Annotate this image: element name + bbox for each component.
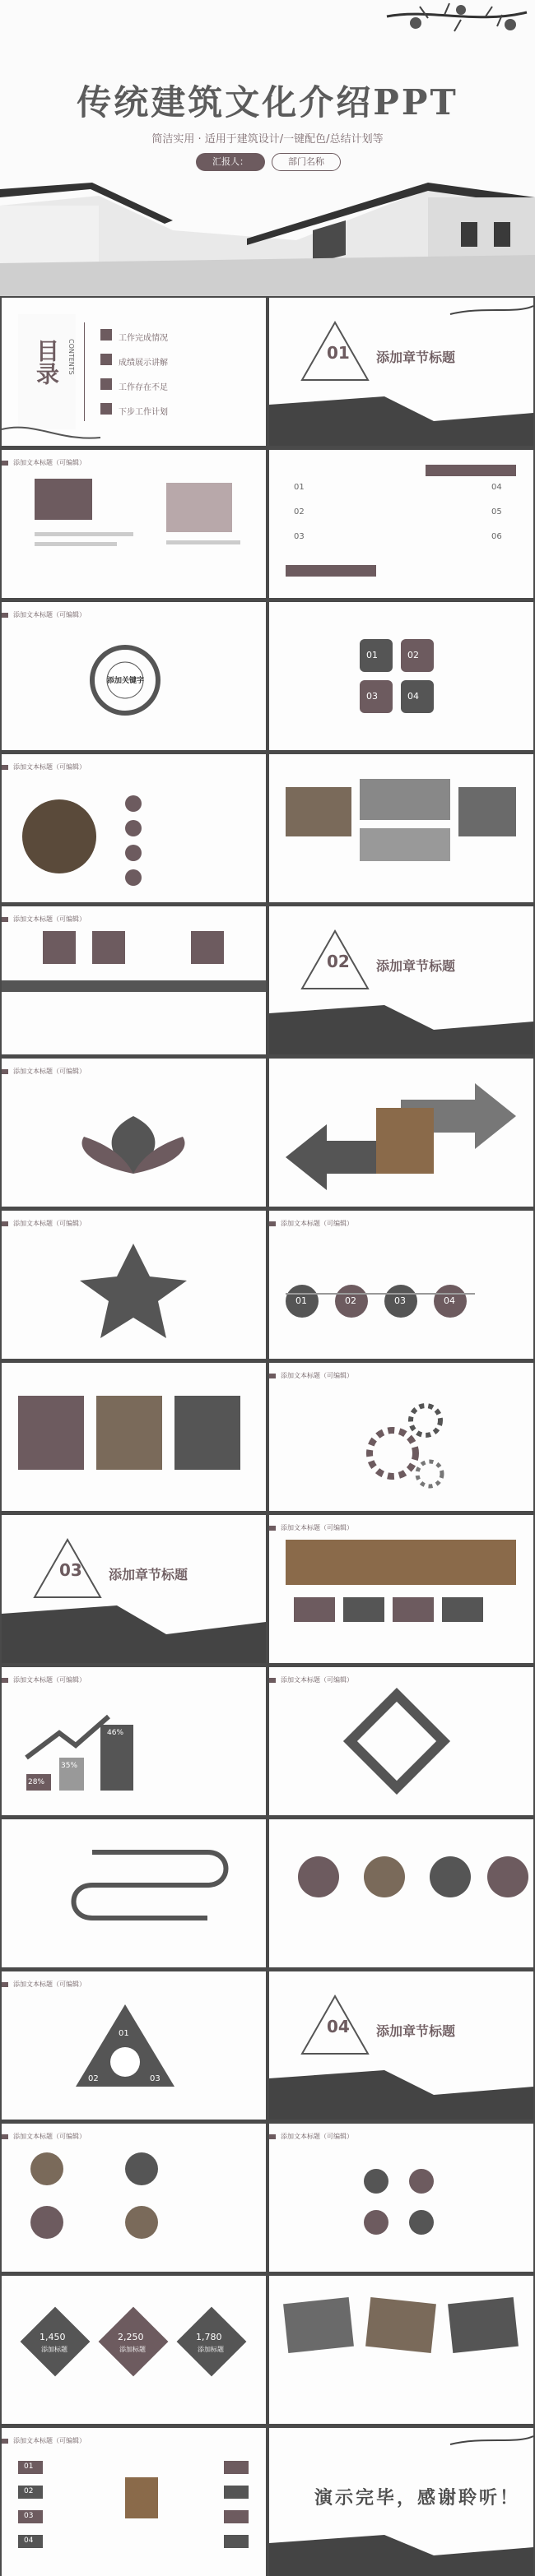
slide-23[interactable] [2,2276,266,2424]
slide-17-art [269,1667,533,1815]
number-04: 04 [491,483,502,492]
chapter-2-number: 02 [327,952,350,971]
toc-item-2[interactable]: 成绩展示讲解 [119,359,168,368]
slide-header: 添加文本标题（可编辑） [13,763,86,771]
slide-5-art [269,602,533,750]
presentation-title: 传统建筑文化介绍PPT [77,82,458,123]
slide-11-art [2,1211,266,1359]
slide-7[interactable] [269,754,533,902]
presenter-button[interactable]: 汇报人： [196,153,265,171]
slide-chapter-3[interactable] [2,1515,266,1663]
slide-9-art [2,1059,266,1207]
stat-3: 1,780 [196,2332,222,2342]
number-01: 01 [294,483,305,492]
circle-01: 01 [295,1295,307,1306]
slide-header: 添加文本标题（可编辑） [13,1676,86,1684]
circle-04: 04 [444,1295,455,1306]
box-03: 03 [366,691,378,702]
stat-1-label: 添加标题 [41,2346,67,2353]
box-02: 02 [407,650,419,660]
toc-heading-en: CONTENTS [67,339,75,375]
slide-19-art [269,1819,533,1967]
row-03: 03 [24,2512,34,2520]
chapter-3-number: 03 [59,1560,82,1580]
slide-24[interactable] [269,2276,533,2424]
slide-header: 添加文本标题（可编辑） [281,1220,353,1227]
circle-03: 03 [394,1295,406,1306]
slide-header: 添加文本标题（可编辑） [13,459,86,466]
slide-21-art [2,2124,266,2272]
chapter-2-title: 添加章节标题 [376,958,456,974]
row-02: 02 [24,2487,34,2495]
slide-18-art [2,1819,266,1967]
slide-2-art [2,450,266,598]
tri-02: 02 [88,2074,99,2083]
slide-3-art [269,450,533,598]
slide-chapter-4[interactable] [269,1971,533,2120]
slide-14[interactable] [269,1363,533,1511]
slide-24-art [269,2276,533,2424]
slide-19[interactable] [269,1819,533,1967]
slide-14-art [269,1363,533,1511]
number-03: 03 [294,532,305,541]
number-02: 02 [294,507,305,517]
chapter-3-art [2,1515,266,1663]
slide-20-art [2,1971,266,2120]
slide-header: 添加文本标题（可编辑） [13,2437,86,2444]
stat-2: 2,250 [118,2332,144,2342]
chapter-4-title: 添加章节标题 [376,2023,456,2039]
department-button[interactable]: 部门名称 [272,153,341,171]
center-keyword: 添加关键字 [107,677,145,685]
row-01: 01 [24,2462,34,2471]
slide-20[interactable] [2,1971,266,2120]
slide-16-art [2,1667,266,1815]
box-04: 04 [407,691,419,702]
slide-6[interactable] [2,754,266,902]
slide-chapter-2[interactable] [269,906,533,1054]
slide-header: 添加文本标题（可编辑） [13,611,86,619]
chapter-4-number: 04 [327,2017,350,2036]
slide-17[interactable] [269,1667,533,1815]
toc-item-1[interactable]: 工作完成情况 [119,334,168,343]
percent-1: 28% [28,1778,45,1786]
slide-6-art [2,754,266,902]
slide-3[interactable] [269,450,533,598]
slide-toc[interactable] [2,298,266,446]
chapter-2-art [269,906,533,1054]
slide-header: 添加文本标题（可编辑） [13,2133,86,2140]
slide-8-art [2,906,266,1054]
box-01: 01 [366,650,378,660]
slide-header: 添加文本标题（可编辑） [13,1220,86,1227]
tri-03: 03 [150,2074,160,2083]
slide-9[interactable] [2,1059,266,1207]
slide-4[interactable] [2,602,266,750]
chapter-1-title: 添加章节标题 [376,350,456,365]
toc-heading: 目录 [33,339,60,385]
slide-13-art [2,1363,266,1511]
slide-25[interactable] [2,2428,266,2576]
slide-10[interactable] [269,1059,533,1207]
slide-chapter-1[interactable] [269,298,533,446]
percent-2: 35% [61,1762,78,1770]
slide-15[interactable] [269,1515,533,1663]
slide-12[interactable] [269,1211,533,1359]
slide-15-art [269,1515,533,1663]
slide-header: 添加文本标题（可编辑） [281,1372,353,1379]
slide-header: 添加文本标题（可编辑） [281,2133,353,2140]
stat-2-label: 添加标题 [119,2346,146,2353]
toc-item-3[interactable]: 工作存在不足 [119,383,168,392]
row-04: 04 [24,2537,34,2545]
slide-22[interactable] [269,2124,533,2272]
tri-01: 01 [119,2029,129,2038]
chapter-3-title: 添加章节标题 [109,1567,188,1582]
title-slide-art [0,0,535,296]
title-slide[interactable] [0,0,535,296]
slide-16[interactable] [2,1667,266,1815]
chapter-1-art [269,298,533,446]
slide-18[interactable] [2,1819,266,1967]
presentation-subtitle: 简洁实用 · 适用于建筑设计/一键配色/总结计划等 [151,133,384,146]
slide-thanks[interactable] [269,2428,533,2576]
chapter-1-number: 01 [327,343,350,363]
slide-12-art [269,1211,533,1359]
slide-10-art [269,1059,533,1207]
stat-3-label: 添加标题 [198,2346,224,2353]
number-06: 06 [491,532,502,541]
toc-item-4[interactable]: 下步工作计划 [119,408,168,417]
slide-header: 添加文本标题（可编辑） [13,1068,86,1075]
stat-1: 1,450 [40,2332,66,2342]
slide-2[interactable] [2,450,266,598]
slide-header: 添加文本标题（可编辑） [13,1981,86,1988]
slide-header: 添加文本标题（可编辑） [281,1676,353,1684]
number-05: 05 [491,507,502,517]
slide-7-art [269,754,533,902]
slide-5[interactable] [269,602,533,750]
slide-22-art [269,2124,533,2272]
slide-header: 添加文本标题（可编辑） [281,1524,353,1531]
chapter-4-art [269,1971,533,2120]
thanks-message: 演示完毕，感谢聆听！ [314,2488,521,2509]
slide-25-art [2,2428,266,2576]
circle-02: 02 [345,1295,356,1306]
slide-8[interactable] [2,906,266,1054]
slide-11[interactable] [2,1211,266,1359]
slide-21[interactable] [2,2124,266,2272]
slide-13[interactable] [2,1363,266,1511]
slide-header: 添加文本标题（可编辑） [13,915,86,923]
percent-3: 46% [107,1729,124,1737]
